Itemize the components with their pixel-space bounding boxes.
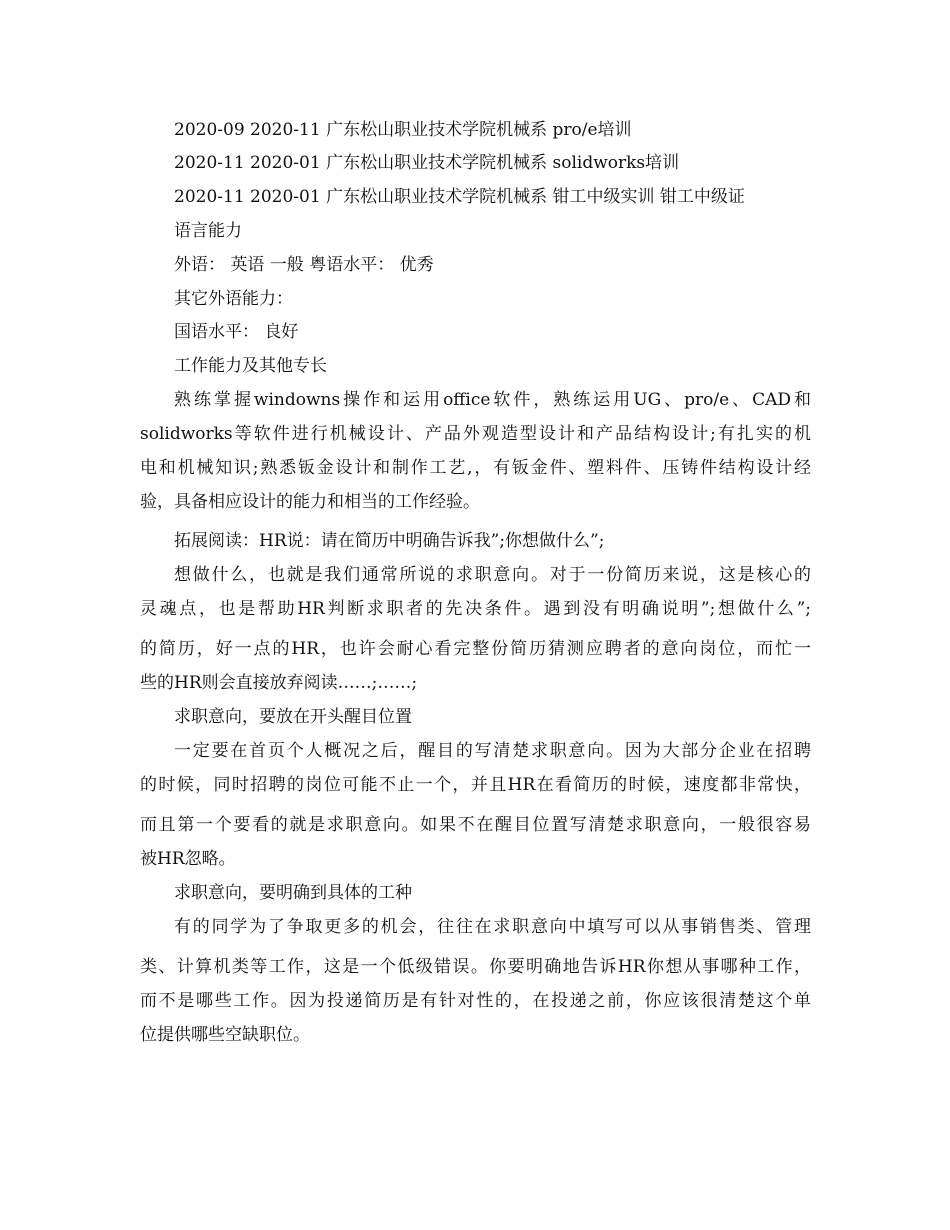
extended-reading-intro: 拓展阅读：HR说：请在简历中明确告诉我”;你想做什么”;	[174, 531, 605, 551]
para1-line-4: 些的HR则会直接放弃阅读……;……;	[140, 673, 418, 693]
para1-line-3: 的简历，好一点的HR，也许会耐心看完整份简历猜测应聘者的意向岗位，而忙一	[140, 639, 811, 659]
para2-line-2: 的时候，同时招聘的岗位可能不止一个，并且HR在看简历的时候，速度都非常快，	[140, 775, 811, 795]
para1-line-2: 灵魂点，也是帮助HR判断求职者的先决条件。遇到没有明确说明”;想做什么”;	[140, 599, 811, 619]
para2-line-1: 一定要在首页个人概况之后，醒目的写清楚求职意向。因为大部分企业在招聘	[174, 741, 811, 761]
skills-line-3: 电和机械知识;熟悉钣金设计和制作工艺,，有钣金件、塑料件、压铸件结构设计经	[140, 458, 811, 478]
para3-line-3: 而不是哪些工作。因为投递简历是有针对性的，在投递之前，你应该很清楚这个单	[140, 991, 811, 1011]
language-heading: 语言能力	[174, 221, 242, 241]
mandarin-line: 国语水平： 良好	[174, 322, 299, 342]
para1-line-1: 想做什么，也就是我们通常所说的求职意向。对于一份简历来说，这是核心的	[174, 565, 811, 585]
other-language-line: 其它外语能力：	[174, 289, 293, 309]
training-line-1: 2020-09 2020-11 广东松山职业技术学院机械系 pro/e培训	[174, 120, 632, 140]
heading-job-intention-position: 求职意向，要放在开头醒目位置	[174, 707, 412, 727]
skills-line-1: 熟练掌握windowns操作和运用office软件，熟练运用UG、pro/e、CAD和	[174, 390, 811, 410]
para3-line-1: 有的同学为了争取更多的机会，往往在求职意向中填写可以从事销售类、管理	[174, 917, 811, 937]
heading-job-intention-specific: 求职意向，要明确到具体的工种	[174, 883, 412, 903]
training-line-3: 2020-11 2020-01 广东松山职业技术学院机械系 钳工中级实训 钳工中级证	[174, 187, 745, 207]
skills-heading: 工作能力及其他专长	[174, 356, 327, 376]
para2-line-3: 而且第一个要看的就是求职意向。如果不在醒目位置写清楚求职意向，一般很容易	[140, 815, 811, 835]
para2-line-4: 被HR忽略。	[140, 849, 236, 869]
para3-line-2: 类、计算机类等工作，这是一个低级错误。你要明确地告诉HR你想从事哪种工作，	[140, 957, 811, 977]
foreign-language-line: 外语： 英语 一般 粤语水平： 优秀	[174, 255, 434, 275]
training-line-2: 2020-11 2020-01 广东松山职业技术学院机械系 solidworks培训	[174, 153, 680, 173]
skills-line-4: 验，具备相应设计的能力和相当的工作经验。	[140, 492, 480, 512]
para3-line-4: 位提供哪些空缺职位。	[140, 1025, 310, 1045]
skills-line-2: solidworks等软件进行机械设计、产品外观造型设计和产品结构设计;有扎实的机	[140, 424, 811, 444]
